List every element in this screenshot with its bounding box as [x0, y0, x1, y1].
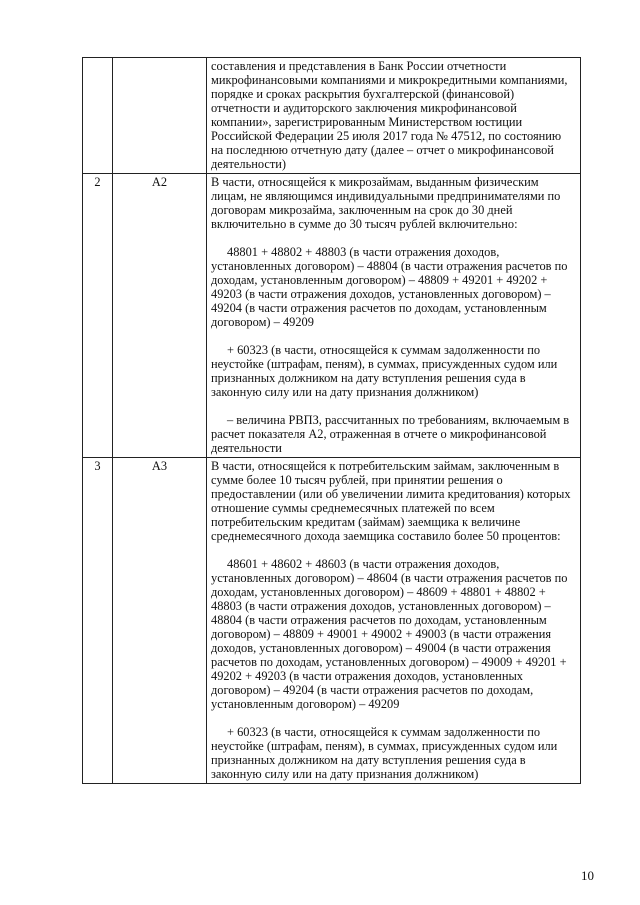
paragraph: составления и представления в Банк России отчетности микрофинансовыми компаниями и микрокредитными компаниями, порядке и сроках раскрытия бухгалтерской (финансовой) отчетности и аудиторского заключения микрофинансовой компании», зарегистрированным Министерством юстиции Российской Федерации 25 июля 2017 года № 47512, по состоянию на последнюю отчетную дату (далее – отчет о микрофинансовой деятельности) — [211, 59, 568, 171]
formula-table — [82, 57, 581, 784]
row-description — [207, 458, 581, 784]
formula-paragraph: – величина РВПЗ, рассчитанных по требованиям, включаемым в расчет показателя А2, отраженная в отчете о микрофинансовой деятельности — [211, 413, 570, 455]
row-description — [207, 174, 581, 458]
indicator-code — [113, 58, 207, 174]
formula-paragraph: 48801 + 48802 + 48803 (в части отражения доходов, установленных договором) – 48804 (в части отражения расчетов по доходам, установленным договором) – 48809 + 49201 + 49202 + 49203 (в части отражения доходов, установленных договором) – 49204 (в части отражения расчетов по доходам, установленным договором) – 49209 — [211, 245, 568, 329]
indicator-code: А3 — [113, 458, 207, 784]
indicator-code: А2 — [113, 174, 207, 458]
row-number — [83, 58, 113, 174]
formula-paragraph: + 60323 (в части, относящейся к суммам задолженности по неустойке (штрафам, пеням), в суммах, присужденных судом или признанных должником на дату вступления решения суда в законную силу или на дату признания должником) — [211, 725, 558, 781]
paragraph: В части, относящейся к потребительским займам, заключенным в сумме более 10 тысяч рублей, при принятии решения о предоставлении (или об увеличении лимита кредитования) которых отношение суммы среднемесячных платежей по всем потребительским кредитам (займам) заемщика к величине среднемесячного дохода заемщика составило более 50 процентов: — [211, 459, 571, 543]
table-row — [83, 58, 581, 174]
row-number: 2 — [83, 174, 113, 458]
page-number: 10 — [581, 868, 594, 883]
table-row — [83, 174, 581, 458]
table-row — [83, 458, 581, 784]
paragraph: В части, относящейся к микрозаймам, выданным физическим лицам, не являющимся индивидуальными предпринимателями по договорам микрозайма, заключенным на срок до 30 дней включительно в сумме до 30 тысяч рублей включительно: — [211, 175, 561, 231]
formula-paragraph: + 60323 (в части, относящейся к суммам задолженности по неустойке (штрафам, пеням), в суммах, присужденных судом или признанных должником на дату вступления решения суда в законную силу или на дату признания должником) — [211, 343, 558, 399]
formula-paragraph: 48601 + 48602 + 48603 (в части отражения доходов, установленных договором) – 48604 (в части отражения расчетов по доходам, установленных договором) – 48609 + 48801 + 48802 + 48803 (в части отражения доходов, установленных договором) – 48804 (в части отражения расчетов по доходам, установленным договором) – 48809 + 49001 + 49002 + 49003 (в части отражения доходов, установленных договором) – 49004 (в части отражения расчетов по доходам, установленных договором) – 49009 + 49201 + 49202 + 49203 (в части отражения доходов, установленных договором) – 49204 (в части отражения расчетов по доходам, установленным договором) – 49209 — [211, 557, 568, 711]
row-number: 3 — [83, 458, 113, 784]
row-description — [207, 58, 581, 174]
